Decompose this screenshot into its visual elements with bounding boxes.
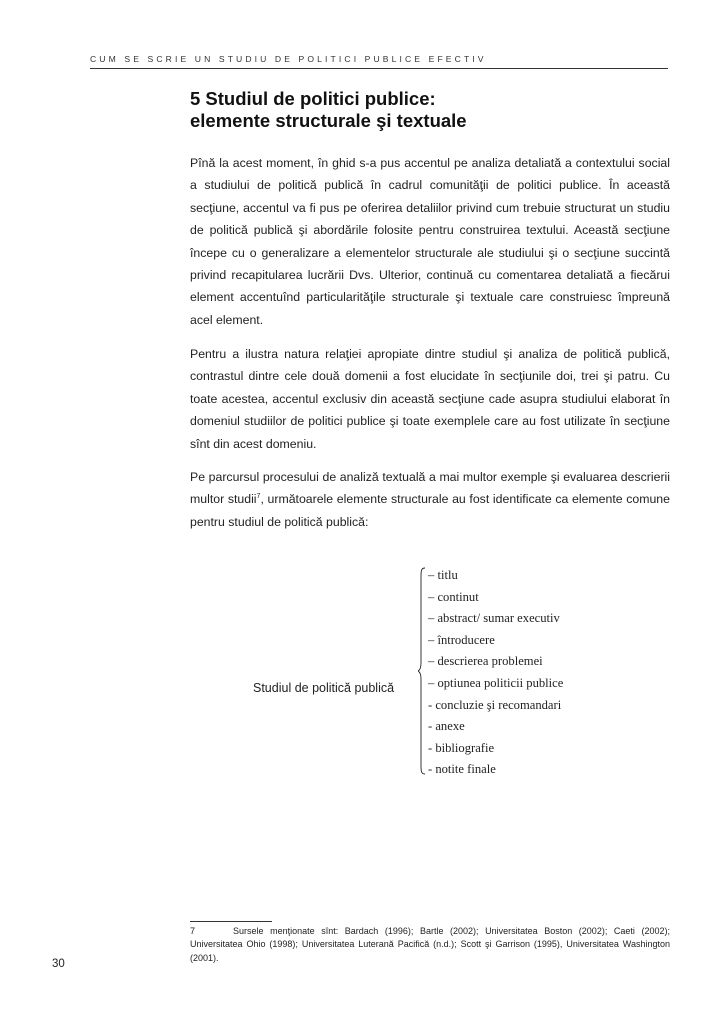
- list-item: - notite finale: [428, 762, 496, 777]
- header-rule: [90, 68, 668, 69]
- list-item: – continut: [428, 589, 479, 604]
- list-item: – titlu: [428, 568, 458, 582]
- structural-elements-list: [428, 565, 563, 781]
- running-header: CUM SE SCRIE UN STUDIU DE POLITICI PUBLICE EFECTIV: [90, 54, 487, 64]
- diagram-root-label: Studiul de politică publică: [253, 681, 395, 695]
- list-item: - bibliografie: [428, 740, 495, 755]
- paragraph-3: [190, 466, 670, 533]
- paragraph-3-text-cont: , următoarele elemente structurale au fost identificate ca elemente comune pentru studiul de politică publică:: [190, 492, 670, 529]
- curly-brace-icon: [418, 567, 426, 775]
- section-title-line2: elemente structurale şi textuale: [190, 110, 467, 131]
- page-number: 30: [52, 958, 65, 970]
- list-item: - concluzie şi recomandari: [428, 697, 562, 712]
- list-item: – întroducere: [428, 632, 495, 647]
- section-title-line1: 5 Studiul de politici publice:: [190, 88, 436, 109]
- footnote-text: Sursele menţionate sînt: Bardach (1996); Bartle (2002); Universitatea Boston (2002); Caeti (2002); Universitatea Ohio (1998); Universitatea Luterană Pacifică (n.d.); Scott şi Garrison (1995), Universitatea Washington (2001).: [190, 926, 670, 963]
- list-item: - anexe: [428, 719, 465, 734]
- paragraph-1: Pînă la acest moment, în ghid s-a pus accentul pe analiza detaliată a contextului social a studiului de politică publică în cadrul comunităţii de politici publice. În această secţiune, accentul va fi pus pe oferirea detaliilor privind cum trebuie structurat un studiu de politică publică şi abordările folosite pentru construirea textului. Această secţiune începe cu o generalizare a elementelor structurale ale studiului şi o secţiune succintă privind recapitularea lucrării Dvs. Ulterior, continuă cu comentarea detaliată a fiecărui element accentuînd particularităţile structurale şi textuale care construiesc împreună acel element.: [190, 156, 670, 327]
- footnote-reference[interactable]: 7: [256, 493, 261, 501]
- list-item: – optiunea politicii publice: [428, 675, 564, 690]
- list-item: – abstract/ sumar executiv: [428, 611, 560, 626]
- list-item: – descrierea problemei: [428, 654, 543, 669]
- footnote-rule: [190, 921, 272, 922]
- footnote-number: 7: [190, 926, 196, 936]
- paragraph-3-text: Pe parcursul procesului de analiză textuală a mai multor exemple şi evaluarea descrierii multor studii: [190, 470, 670, 507]
- section-title: [190, 88, 670, 132]
- paragraph-2: Pentru a ilustra natura relaţiei apropiate dintre studiul şi analiza de politică publică, contrastul dintre cele două domenii a fost elucidate în secţiunile doi, trei şi patru. Cu toate acestea, accentul exclusiv din această secţiune cade asupra studiului elaborat în domeniul studiilor de politici publice şi toate exemplele care au fost utilizate în secţiune sînt din acest domeniu.: [190, 347, 670, 451]
- footnote: [190, 925, 670, 965]
